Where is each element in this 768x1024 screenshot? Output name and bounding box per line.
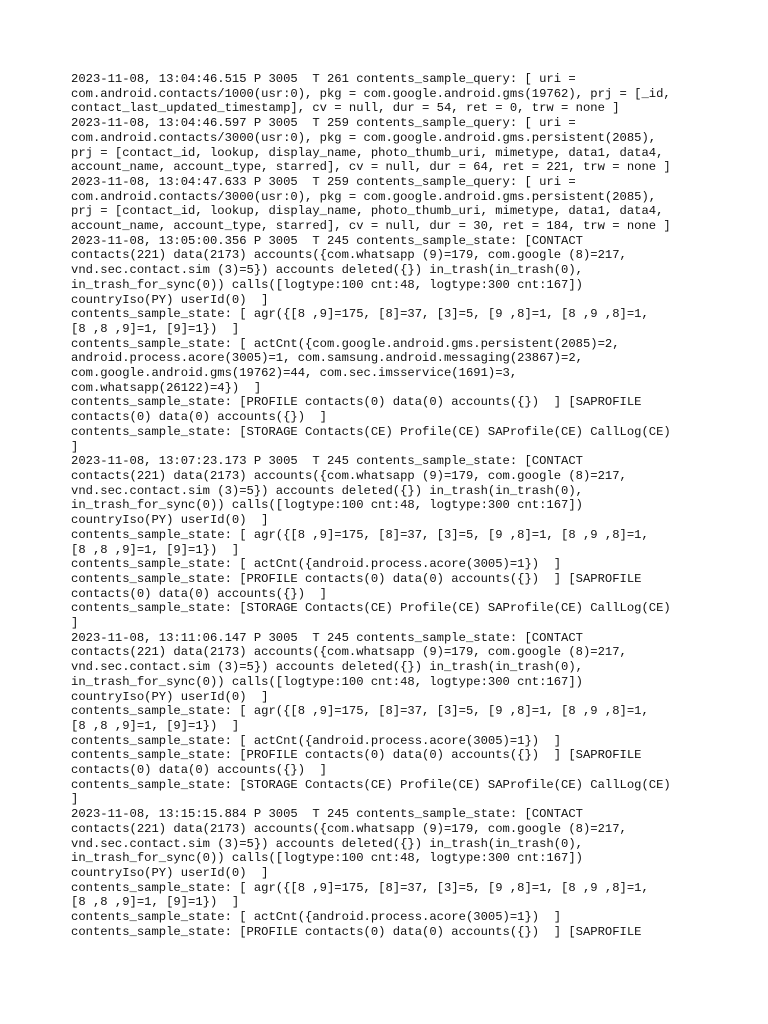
log-line: contents_sample_state: [ agr({[8 ,9]=175, [8]=37, [3]=5, [9 ,8]=1, [8 ,9 ,8]=1, [71, 527, 649, 542]
log-line: countryIso(PY) userId(0) ] [71, 865, 269, 880]
log-line: 2023-11-08, 13:11:06.147 P 3005 T 245 contents_sample_state: [CONTACT [71, 630, 583, 645]
log-line: contacts(221) data(2173) accounts({com.whatsapp (9)=179, com.google (8)=217, [71, 248, 627, 263]
log-line: contents_sample_state: [ actCnt({android.process.acore(3005)=1}) ] [71, 733, 562, 748]
log-line: ] [71, 616, 79, 631]
log-line: 2023-11-08, 13:07:23.173 P 3005 T 245 contents_sample_state: [CONTACT [71, 454, 583, 469]
log-line: contents_sample_state: [PROFILE contacts(0) data(0) accounts({}) ] [SAPROFILE [71, 924, 642, 939]
log-line: android.process.acore(3005)=1, com.samsung.android.messaging(23867)=2, [71, 351, 583, 366]
log-line: in_trash_for_sync(0)) calls([logtype:100 cnt:48, logtype:300 cnt:167]) [71, 851, 583, 866]
log-text [71, 72, 731, 939]
log-line: contacts(221) data(2173) accounts({com.whatsapp (9)=179, com.google (8)=217, [71, 468, 627, 483]
log-line: [8 ,8 ,9]=1, [9]=1}) ] [71, 895, 240, 910]
log-line: 2023-11-08, 13:04:46.597 P 3005 T 259 contents_sample_query: [ uri = [71, 116, 576, 131]
log-line: contents_sample_state: [ agr({[8 ,9]=175, [8]=37, [3]=5, [9 ,8]=1, [8 ,9 ,8]=1, [71, 704, 649, 719]
log-line: contents_sample_state: [ actCnt({android.process.acore(3005)=1}) ] [71, 557, 562, 572]
log-line: countryIso(PY) userId(0) ] [71, 513, 269, 528]
log-line: prj = [contact_id, lookup, display_name, photo_thumb_uri, mimetype, data1, data4, [71, 204, 664, 219]
log-line: vnd.sec.contact.sim (3)=5}) accounts deleted({}) in_trash(in_trash(0), [71, 263, 583, 278]
log-line: contacts(0) data(0) accounts({}) ] [71, 763, 327, 778]
log-line: com.android.contacts/1000(usr:0), pkg = com.google.android.gms(19762), prj = [_id, [71, 86, 671, 101]
log-line: [8 ,8 ,9]=1, [9]=1}) ] [71, 542, 240, 557]
log-line: com.android.contacts/3000(usr:0), pkg = com.google.android.gms.persistent(2085), [71, 189, 657, 204]
log-line: in_trash_for_sync(0)) calls([logtype:100 cnt:48, logtype:300 cnt:167]) [71, 498, 583, 513]
log-line: contents_sample_state: [STORAGE Contacts(CE) Profile(CE) SAProfile(CE) CallLog(CE) [71, 424, 671, 439]
log-line: contents_sample_state: [STORAGE Contacts(CE) Profile(CE) SAProfile(CE) CallLog(CE) [71, 601, 671, 616]
log-line: contents_sample_state: [PROFILE contacts(0) data(0) accounts({}) ] [SAPROFILE [71, 748, 642, 763]
log-line: contacts(0) data(0) accounts({}) ] [71, 410, 327, 425]
log-line: vnd.sec.contact.sim (3)=5}) accounts deleted({}) in_trash(in_trash(0), [71, 660, 583, 675]
log-line: 2023-11-08, 13:04:46.515 P 3005 T 261 contents_sample_query: [ uri = [71, 72, 576, 86]
log-line: com.google.android.gms(19762)=44, com.sec.imsservice(1691)=3, [71, 366, 518, 381]
log-line: contacts(221) data(2173) accounts({com.whatsapp (9)=179, com.google (8)=217, [71, 821, 627, 836]
log-line: contact_last_updated_timestamp], cv = null, dur = 54, ret = 0, trw = none ] [71, 101, 620, 116]
log-line: contents_sample_state: [ actCnt({com.google.android.gms.persistent(2085)=2, [71, 336, 620, 351]
log-line: [8 ,8 ,9]=1, [9]=1}) ] [71, 718, 240, 733]
log-line: account_name, account_type, starred], cv = null, dur = 30, ret = 184, trw = none ] [71, 219, 671, 234]
log-line: 2023-11-08, 13:15:15.884 P 3005 T 245 contents_sample_state: [CONTACT [71, 807, 583, 822]
log-line: ] [71, 439, 79, 454]
log-line: [8 ,8 ,9]=1, [9]=1}) ] [71, 321, 240, 336]
log-line: contents_sample_state: [STORAGE Contacts(CE) Profile(CE) SAProfile(CE) CallLog(CE) [71, 777, 671, 792]
log-line: contents_sample_state: [ actCnt({android.process.acore(3005)=1}) ] [71, 910, 562, 925]
log-line: prj = [contact_id, lookup, display_name, photo_thumb_uri, mimetype, data1, data4, [71, 145, 664, 160]
log-line: vnd.sec.contact.sim (3)=5}) accounts deleted({}) in_trash(in_trash(0), [71, 483, 583, 498]
log-line: com.whatsapp(26122)=4}) ] [71, 380, 262, 395]
log-line: in_trash_for_sync(0)) calls([logtype:100 cnt:48, logtype:300 cnt:167]) [71, 674, 583, 689]
log-line: account_name, account_type, starred], cv = null, dur = 64, ret = 221, trw = none ] [71, 160, 671, 175]
log-line: 2023-11-08, 13:04:47.633 P 3005 T 259 contents_sample_query: [ uri = [71, 174, 576, 189]
log-line: contacts(221) data(2173) accounts({com.whatsapp (9)=179, com.google (8)=217, [71, 645, 627, 660]
log-line: com.android.contacts/3000(usr:0), pkg = com.google.android.gms.persistent(2085), [71, 130, 657, 145]
log-line: contents_sample_state: [PROFILE contacts(0) data(0) accounts({}) ] [SAPROFILE [71, 571, 642, 586]
log-line: ] [71, 792, 79, 807]
log-line: contents_sample_state: [ agr({[8 ,9]=175, [8]=37, [3]=5, [9 ,8]=1, [8 ,9 ,8]=1, [71, 307, 649, 322]
log-line: countryIso(PY) userId(0) ] [71, 292, 269, 307]
log-line: contents_sample_state: [PROFILE contacts(0) data(0) accounts({}) ] [SAPROFILE [71, 395, 642, 410]
log-line: in_trash_for_sync(0)) calls([logtype:100 cnt:48, logtype:300 cnt:167]) [71, 277, 583, 292]
log-line: contacts(0) data(0) accounts({}) ] [71, 586, 327, 601]
log-line: 2023-11-08, 13:05:00.356 P 3005 T 245 contents_sample_state: [CONTACT [71, 233, 583, 248]
log-line: countryIso(PY) userId(0) ] [71, 689, 269, 704]
log-line: vnd.sec.contact.sim (3)=5}) accounts deleted({}) in_trash(in_trash(0), [71, 836, 583, 851]
log-line: contents_sample_state: [ agr({[8 ,9]=175, [8]=37, [3]=5, [9 ,8]=1, [8 ,9 ,8]=1, [71, 880, 649, 895]
